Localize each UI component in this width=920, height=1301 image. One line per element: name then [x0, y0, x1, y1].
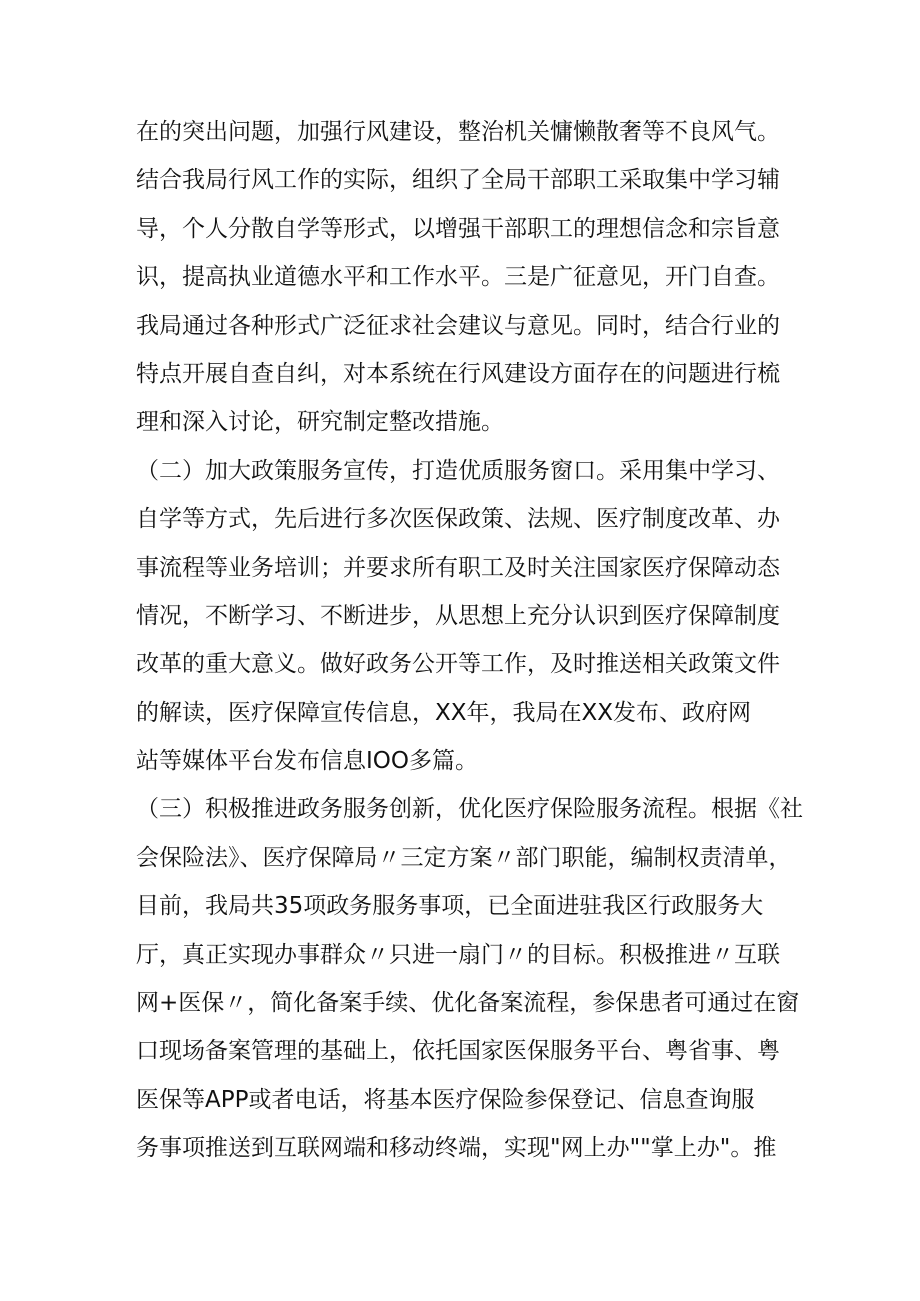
- text-line-7: 理和深入讨论，研究制定整改措施。: [136, 409, 504, 436]
- text-line-13: 的解读，医疗保障宣传信息，XX年，我局在XX发布、政府网: [136, 699, 752, 726]
- text-line-4: 识，提高执业道德水平和工作水平。三是广征意见，开门自查。: [136, 264, 780, 291]
- text-line-11: 情况，不断学习、不断进步，从思想上充分认识到医疗保障制度: [136, 602, 780, 629]
- text-line-21: 医保等APP或者电话，将基本医疗保险参保登记、信息查询服: [136, 1086, 755, 1113]
- text-line-19: 网+医保〃，简化备案手续、优化备案流程，参保患者可通过在窗: [136, 990, 800, 1017]
- text-line-10: 事流程等业务培训；并要求所有职工及时关注国家医疗保障动态: [136, 554, 780, 581]
- text-line-8: （二）加大政策服务宣传，打造优质服务窗口。采用集中学习、: [136, 457, 780, 484]
- text-line-12: 改革的重大意义。做好政务公开等工作，及时推送相关政策文件: [136, 651, 780, 678]
- text-line-20: 口现场备案管理的基础上，依托国家医保服务平台、粤省事、粤: [136, 1038, 780, 1065]
- text-line-18: 厅，真正实现办事群众〃只进一扇门〃的目标。积极推进〃互联: [136, 941, 780, 968]
- text-line-5: 我局通过各种形式广泛征求社会建议与意见。同时，结合行业的: [136, 312, 780, 339]
- text-line-14: 站等媒体平台发布信息IOO多篇。: [136, 748, 478, 775]
- text-line-16: 会保险法》、医疗保障局〃三定方案〃部门职能，编制权责清单，: [136, 844, 792, 871]
- text-line-3: 导，个人分散自学等形式，以增强干部职工的理想信念和宗旨意: [136, 215, 780, 242]
- text-line-15: （三）积极推进政务服务创新，优化医疗保险服务流程。根据《社: [136, 796, 803, 823]
- text-line-2: 结合我局行风工作的实际，组织了全局干部职工采取集中学习辅: [136, 167, 780, 194]
- document-body: [136, 108, 806, 1173]
- text-line-22: 务事项推送到互联网端和移动终端，实现"网上办""掌上办"。推: [136, 1135, 777, 1162]
- text-line-6: 特点开展自查自纠，对本系统在行风建设方面存在的问题进行梳: [136, 360, 780, 387]
- text-line-17: 目前，我局共35项政务服务事项，已全面进驻我区行政服务大: [136, 893, 764, 920]
- text-line-9: 自学等方式，先后进行多次医保政策、法规、医疗制度改革、办: [136, 506, 780, 533]
- text-line-1: 在的突出问题，加强行风建设，整治机关慵懒散奢等不良风气。: [136, 119, 780, 145]
